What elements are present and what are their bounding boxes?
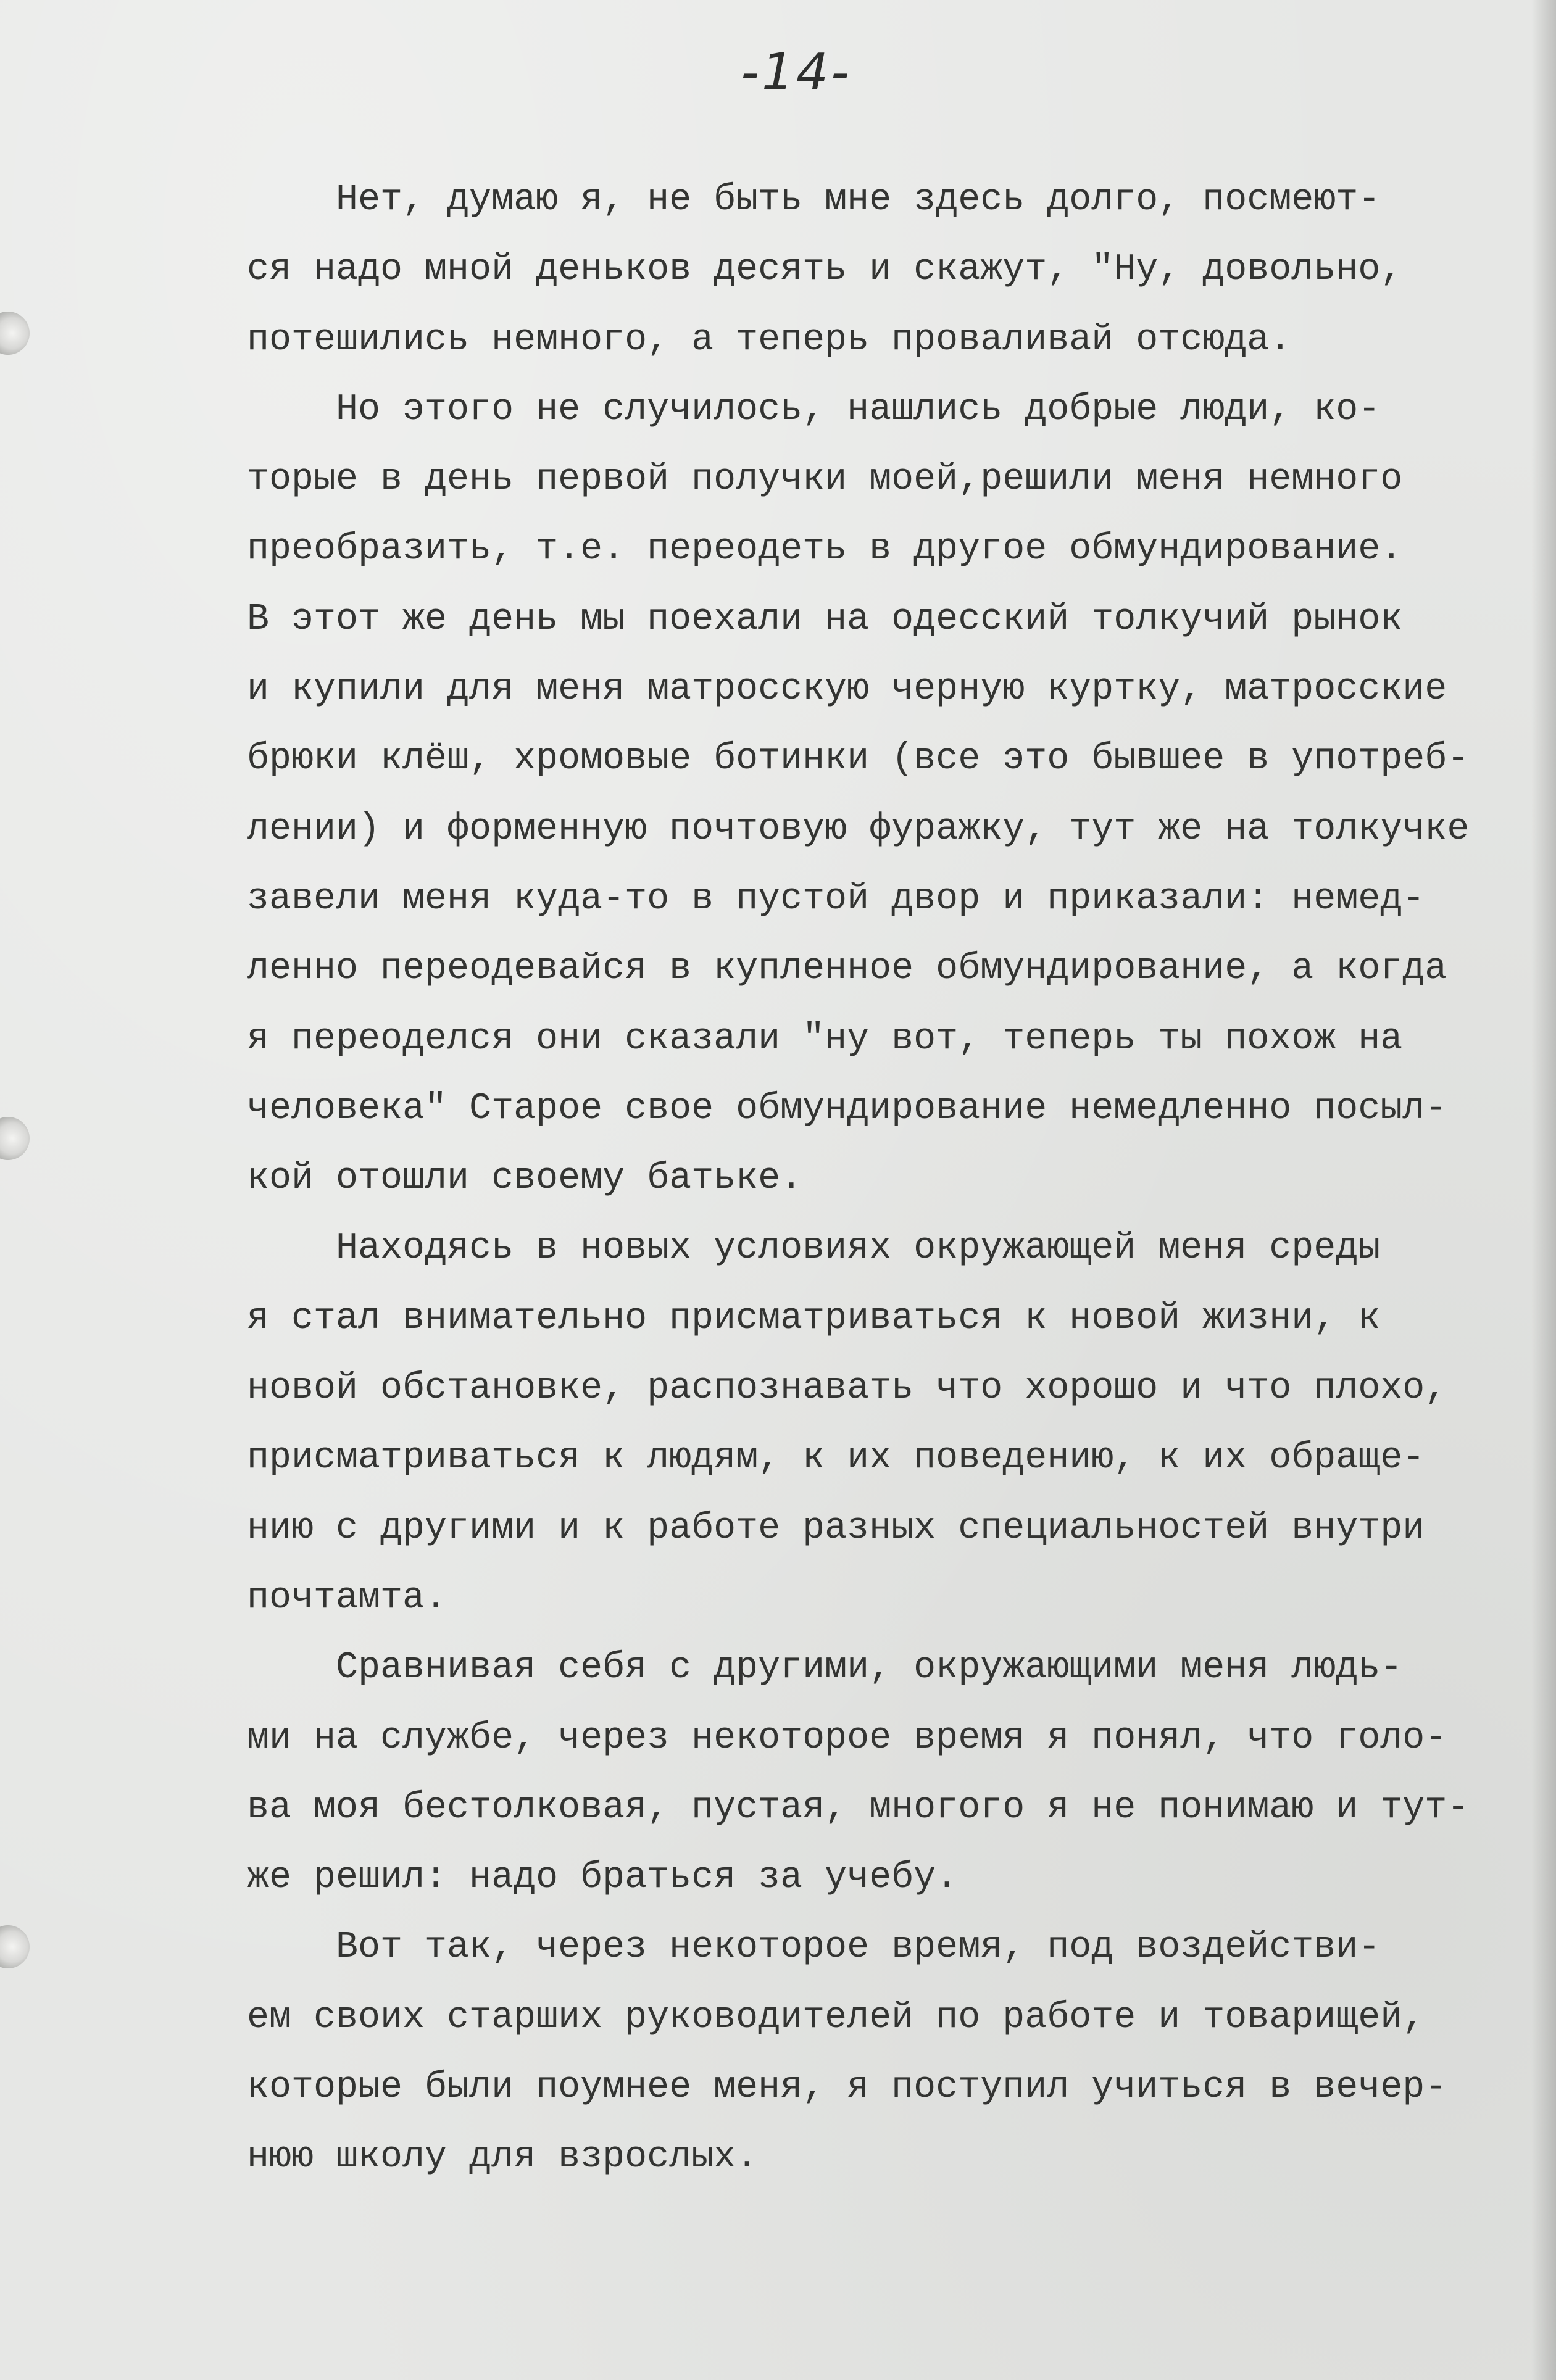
text-line: нюю школу для взрослых. [247,2136,759,2179]
text-line: Находясь в новых условиях окружающей меня среды [247,1227,1381,1270]
text-line: я стал внимательно присматриваться к новой жизни, к [247,1297,1381,1340]
punch-hole-icon [0,1117,30,1160]
text-line: которые были поумнее меня, я поступил учиться в вечер- [247,2067,1447,2109]
text-line: лении) и форменную почтовую фуражку, тут же на толкучке [247,808,1470,850]
text-line: новой обстановке, распознавать что хорошо и что плохо, [247,1367,1447,1410]
text-line: же решил: надо браться за учебу. [247,1857,959,1899]
text-line: Но этого не случилось, нашлись добрые люди, ко- [247,388,1381,431]
text-line: ми на службе, через некоторое время я понял, что голо- [247,1717,1447,1759]
text-line: кой отошли своему батьке. [247,1158,803,1200]
page-number: -14- [741,43,852,102]
text-line: нию с другими и к работе разных специальностей внутри [247,1507,1425,1549]
text-line: почтамта. [247,1577,447,1619]
punch-hole-icon [0,312,30,355]
text-line: я переоделся они сказали "ну вот, теперь ты похож на [247,1018,1403,1060]
document-body [247,165,1543,2193]
text-line: брюки клёш, хромовые ботинки (все это бывшее в употреб- [247,738,1470,781]
text-line: ся надо мной деньков десять и скажут, "Ну, довольно, [247,249,1403,291]
text-line: присматриваться к людям, к их поведению, к их обраще- [247,1437,1425,1480]
punch-hole-icon [0,1925,30,1968]
text-line: потешились немного, а теперь проваливай отсюда. [247,318,1292,361]
text-line: Сравнивая себя с другими, окружающими меня людь- [247,1647,1403,1690]
text-line: ленно переодевайся в купленное обмундирование, а когда [247,948,1447,990]
text-line: и купили для меня матросскую черную куртку, матросские [247,668,1447,711]
text-line: преобразить, т.е. переодеть в другое обмундирование. [247,528,1403,571]
text-line: ем своих старших руководителей по работе и товарищей, [247,1996,1425,2039]
text-line: Вот так, через некоторое время, под воздействи- [247,1926,1381,1969]
text-line: человека" Старое свое обмундирование немедленно посыл- [247,1087,1447,1130]
text-line: завели меня куда-то в пустой двор и приказали: немед- [247,877,1425,920]
text-line: ва моя бестолковая, пустая, многого я не понимаю и тут- [247,1786,1470,1829]
text-line: Нет, думаю я, не быть мне здесь долго, посмеют- [247,179,1381,221]
text-line: В этот же день мы поехали на одесский толкучий рынок [247,598,1403,641]
text-line: торые в день первой получки моей,решили меня немного [247,458,1403,501]
